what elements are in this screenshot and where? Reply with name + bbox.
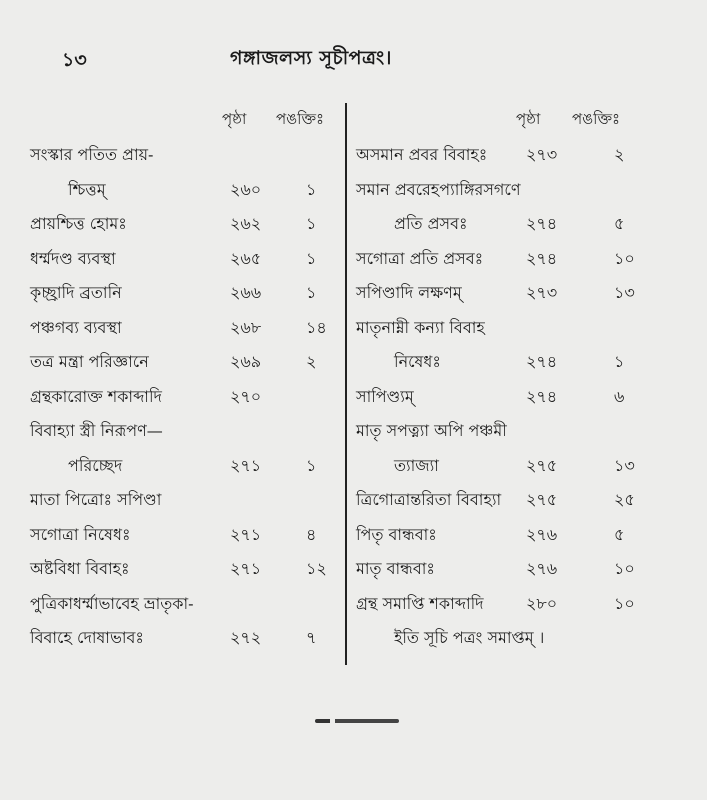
entry-title: শ্চিত্তম্ — [68, 179, 106, 199]
entry-title: ধর্ম্মদণ্ড ব্যবস্থা — [30, 248, 116, 268]
index-entry — [30, 447, 342, 482]
page-number: ১৩ — [62, 49, 87, 71]
entry-page-number: ২৬০ — [230, 179, 262, 199]
entry-title: পিতৃ বান্ধবাঃ — [356, 524, 437, 544]
index-entry — [356, 447, 686, 482]
entry-line-number: ১৪ — [306, 317, 327, 337]
column-header — [30, 104, 342, 136]
entry-page-number: ২৭৪ — [526, 214, 558, 233]
index-entry — [30, 343, 342, 378]
entry-title: বিবাহ্যা স্ত্রী নিরূপণ— — [30, 421, 163, 440]
entry-title: প্রায়শ্চিত্ত হোমঃ — [30, 214, 127, 233]
entry-line-number: ১২ — [306, 559, 327, 578]
index-entry — [30, 481, 342, 516]
column-divider — [345, 103, 347, 665]
entry-line-number: ৭ — [306, 628, 317, 647]
entry-page-number: ২৭৬ — [526, 559, 558, 578]
line-column-label: পঙক্তিঃ — [276, 110, 325, 128]
entry-title: মাতৃ সপত্ন্যা অপি পঞ্চমী — [356, 421, 507, 440]
page-column-label: পৃষ্ঠা — [516, 110, 541, 128]
entry-line-number: ৪ — [306, 524, 317, 544]
entry-line-number: ১০ — [614, 559, 635, 578]
entry-page-number: ২৭৪ — [526, 248, 558, 268]
index-entry — [30, 240, 342, 275]
index-entry — [356, 205, 686, 240]
entry-title: প্রতি প্রসবঃ — [394, 214, 468, 233]
running-title: গঙ্গাজলস্য সূচীপত্রং। — [230, 47, 392, 69]
index-column-right — [356, 104, 686, 654]
index-entry — [356, 619, 686, 654]
index-entry — [356, 378, 686, 413]
entry-page-number: ২৭৩ — [526, 145, 558, 164]
entry-page-number: ২৭০ — [230, 386, 262, 406]
entry-line-number: ১ — [306, 248, 317, 268]
index-rows — [356, 136, 686, 654]
entry-line-number: ১৩ — [614, 455, 635, 475]
entry-line-number: ১৩ — [614, 283, 635, 302]
entry-title: সমান প্রবরেহপ্যাঙ্গিরসগণে — [356, 179, 521, 199]
entry-page-number: ২৭২ — [230, 628, 262, 647]
entry-line-number: ১ — [306, 179, 317, 199]
entry-title: গ্রন্থকারোক্ত শকাব্দাদি — [30, 386, 162, 406]
index-entry — [30, 619, 342, 654]
entry-title: নিষেধঃ — [394, 352, 441, 371]
entry-page-number: ২৭১ — [230, 559, 262, 578]
index-entry — [356, 343, 686, 378]
entry-page-number: ২৭৫ — [526, 490, 558, 509]
index-column-left — [30, 104, 342, 654]
index-rows — [30, 136, 342, 654]
entry-title: সগোত্রা নিষেধঃ — [30, 524, 131, 544]
index-entry — [30, 378, 342, 413]
entry-title: পরিচ্ছেদ — [68, 455, 123, 475]
index-entry — [356, 240, 686, 275]
entry-line-number: ১০ — [614, 593, 635, 613]
entry-title: পুত্রিকাধর্ম্মাভাবেহ ভ্রাতৃকা- — [30, 593, 194, 613]
entry-page-number: ২৬৮ — [230, 317, 262, 337]
entry-line-number: ১ — [306, 214, 317, 233]
entry-line-number: ১ — [614, 352, 625, 371]
index-entry — [30, 309, 342, 344]
entry-title: মাতা পিত্রোঃ সপিণ্ডা — [30, 490, 162, 509]
entry-title: ইতি সূচি পত্রং সমাপ্তম্ । — [394, 628, 545, 647]
entry-title: সপিণ্ডাদি লক্ষণম্ — [356, 283, 462, 302]
entry-page-number: ২৭১ — [230, 524, 262, 544]
entry-title: বিবাহে দোষাভাবঃ — [30, 628, 144, 647]
page-column-label: পৃষ্ঠা — [222, 110, 247, 128]
index-entry — [356, 585, 686, 620]
index-entry — [356, 516, 686, 551]
index-entry — [356, 171, 686, 206]
entry-title: তত্র মন্ত্রা পরিজ্ঞানে — [30, 352, 149, 371]
index-entry — [356, 136, 686, 171]
entry-line-number: ১০ — [614, 248, 635, 268]
index-entry — [30, 136, 342, 171]
index-entry — [30, 274, 342, 309]
line-column-label: পঙক্তিঃ — [572, 110, 621, 128]
entry-page-number: ২৬৬ — [230, 283, 262, 302]
entry-page-number: ২৭৪ — [526, 352, 558, 371]
column-header — [356, 104, 686, 136]
index-entry — [356, 550, 686, 585]
entry-line-number: ৫ — [614, 214, 625, 233]
entry-title: কৃচ্ছ্রাদি ব্রতানি — [30, 283, 122, 302]
entry-page-number: ২৭৫ — [526, 455, 558, 475]
entry-title: অসমান প্রবর বিবাহঃ — [356, 145, 488, 164]
entry-title: ত্যাজ্যা — [394, 455, 439, 475]
end-ornament — [315, 719, 399, 723]
index-entry — [356, 481, 686, 516]
index-entry — [356, 274, 686, 309]
entry-page-number: ২৭৩ — [526, 283, 558, 302]
entry-line-number: ৫ — [614, 524, 625, 544]
entry-page-number: ২৭৪ — [526, 386, 558, 406]
index-entry — [30, 550, 342, 585]
entry-title: ত্রিগোত্রান্তরিতা বিবাহ্যা — [356, 490, 502, 509]
index-entry — [30, 516, 342, 551]
entry-page-number: ২৬৫ — [230, 248, 262, 268]
entry-page-number: ২৭১ — [230, 455, 262, 475]
entry-title: সাপিণ্ড্যম্ — [356, 386, 414, 406]
entry-title: সগোত্রা প্রতি প্রসবঃ — [356, 248, 484, 268]
entry-line-number: ৬ — [614, 386, 625, 406]
index-entry — [30, 205, 342, 240]
index-entry — [30, 171, 342, 206]
index-entry — [30, 412, 342, 447]
entry-title: সংস্কার পতিত প্রায়- — [30, 145, 154, 164]
entry-page-number: ২৬২ — [230, 214, 262, 233]
entry-title: পঞ্চগব্য ব্যবস্থা — [30, 317, 122, 337]
entry-page-number: ২৬৯ — [230, 352, 262, 371]
entry-line-number: ২ — [614, 145, 625, 164]
index-entry — [356, 412, 686, 447]
entry-title: গ্রন্থ সমাপ্তি শকাব্দাদি — [356, 593, 484, 613]
entry-line-number: ১ — [306, 455, 317, 475]
index-entry — [30, 585, 342, 620]
entry-title: মাতৃনাম্নী কন্যা বিবাহ — [356, 317, 485, 337]
entry-line-number: ১ — [306, 283, 317, 302]
entry-page-number: ২৮০ — [526, 593, 558, 613]
entry-title: অষ্টবিধা বিবাহঃ — [30, 559, 130, 578]
entry-page-number: ২৭৬ — [526, 524, 558, 544]
entry-title: মাতৃ বান্ধবাঃ — [356, 559, 435, 578]
entry-line-number: ২৫ — [614, 490, 635, 509]
entry-line-number: ২ — [306, 352, 317, 371]
index-entry — [356, 309, 686, 344]
